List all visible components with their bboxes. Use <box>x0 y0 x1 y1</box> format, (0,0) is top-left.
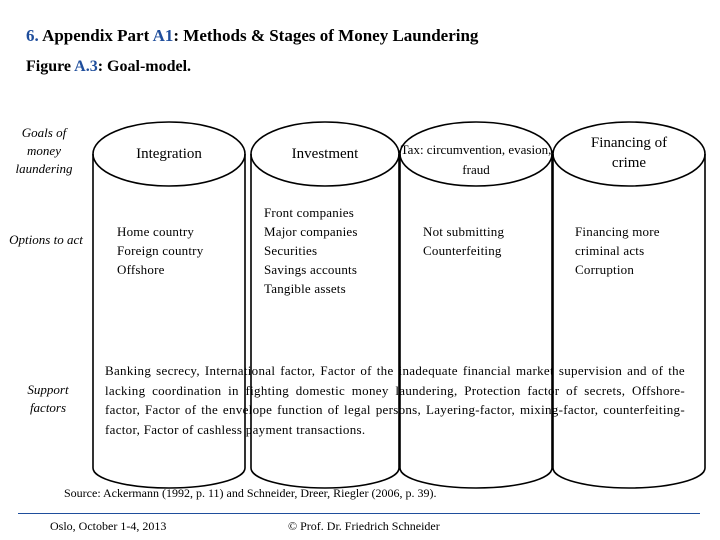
list-item: Financing more <box>575 224 660 239</box>
row-label-options: Options to act <box>9 232 83 247</box>
goal-financing: Financing of crime <box>590 135 668 171</box>
list-item: Foreign country <box>117 243 204 258</box>
list-item: Not submitting <box>423 224 505 239</box>
support-factors-text: Banking secrecy, International factor, Factor of the inadequate financial market supervision and of the lacking coordination in fighting domestic money laundering, Protection factor of secrets, Offshore-factor, Factor of the envelope function of legal persons, Layering-factor, mixing-factor, counterfeiting-factor, Factor of cashless payment transactions. <box>105 363 685 437</box>
list-item: Major companies <box>264 224 358 239</box>
list-item: Corruption <box>575 262 635 277</box>
list-item: Home country <box>117 224 195 239</box>
title-rest: : Methods & Stages of Money Laundering <box>173 26 479 45</box>
title-section: Appendix Part <box>42 26 153 45</box>
row-label-goals: Goals of money laundering <box>15 125 73 176</box>
list-item: Front companies <box>264 205 355 220</box>
title-number: 6. <box>26 26 43 45</box>
footer-location-date: Oslo, October 1-4, 2013 <box>50 519 167 533</box>
figure-number: A.3 <box>74 58 98 75</box>
footer-divider <box>18 513 700 514</box>
options-investment <box>264 203 358 298</box>
figure-label: Figure <box>26 58 75 75</box>
options-financing <box>575 222 660 279</box>
goal-integration: Integration <box>136 146 202 162</box>
list-item: Counterfeiting <box>423 243 502 258</box>
goal-tax: Tax: circumvention, evasion, fraud <box>400 142 552 177</box>
goal-investment: Investment <box>291 146 359 162</box>
footer-copyright: © Prof. Dr. Friedrich Schneider <box>288 519 440 533</box>
row-label-support: Support factors <box>27 382 69 415</box>
list-item: criminal acts <box>575 243 645 258</box>
title-part: A1 <box>152 26 174 45</box>
list-item: Securities <box>264 243 318 258</box>
options-integration <box>117 222 203 279</box>
source-citation: Source: Ackermann (1992, p. 11) and Schneider, Dreer, Riegler (2006, p. 39). <box>64 486 437 500</box>
figure-rest: : Goal-model. <box>97 58 192 75</box>
list-item: Savings accounts <box>264 262 358 277</box>
list-item: Tangible assets <box>264 281 346 296</box>
options-tax <box>423 222 504 260</box>
list-item: Offshore <box>117 262 165 277</box>
